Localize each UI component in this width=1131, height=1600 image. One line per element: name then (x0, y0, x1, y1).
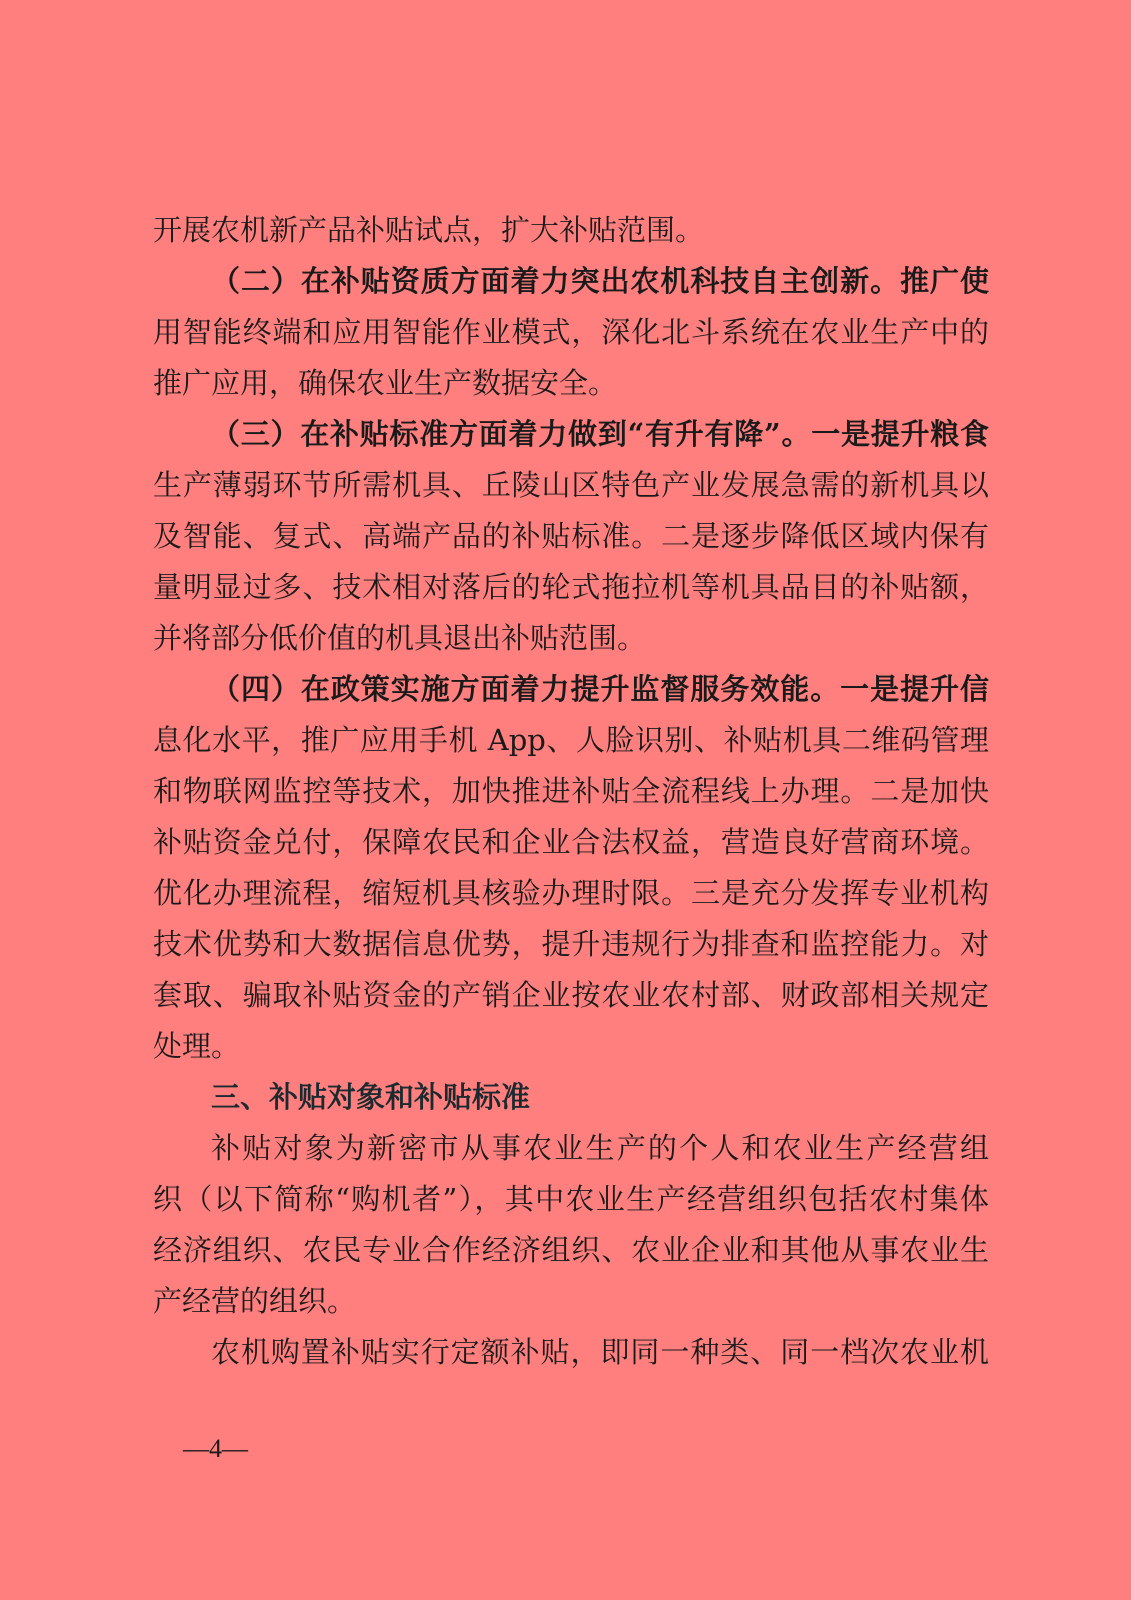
text-line: 息化水平，推广应用手机 App、人脸识别、补贴机具二维码管理 (153, 723, 989, 757)
document-body (153, 205, 989, 1378)
section-heading: 三、补贴对象和补贴标准 (211, 1080, 531, 1114)
text-line: （四）在政策实施方面着力提升监督服务效能。一是提升信 (211, 672, 989, 706)
text-line: 推广应用，确保农业生产数据安全。 (153, 366, 618, 400)
text-line: 补贴对象为新密市从事农业生产的个人和农业生产经营组 (211, 1131, 989, 1165)
text-line: （二）在补贴资质方面着力突出农机科技自主创新。推广使 (211, 264, 989, 298)
text-line: 和物联网监控等技术，加快推进补贴全流程线上办理。二是加快 (153, 774, 989, 808)
text-line: 并将部分低价值的机具退出补贴范围。 (153, 621, 647, 655)
text-line: 套取、骗取补贴资金的产销企业按农业农村部、财政部相关规定 (153, 978, 989, 1012)
text-line: 开展农机新产品补贴试点，扩大补贴范围。 (153, 213, 705, 247)
text-line: 农机购置补贴实行定额补贴，即同一种类、同一档次农业机 (211, 1335, 989, 1369)
text-line: 及智能、复式、高端产品的补贴标准。二是逐步降低区域内保有 (153, 519, 989, 553)
text-line: 用智能终端和应用智能作业模式，深化北斗系统在农业生产中的 (153, 315, 989, 349)
text-line: 生产薄弱环节所需机具、丘陵山区特色产业发展急需的新机具以 (153, 468, 989, 502)
page-number: —4— (183, 1434, 248, 1463)
text-line: 优化办理流程，缩短机具核验办理时限。三是充分发挥专业机构 (153, 876, 989, 910)
text-line: 织（以下简称“购机者”），其中农业生产经营组织包括农村集体 (153, 1182, 989, 1216)
text-line: （三）在补贴标准方面着力做到“有升有降”。一是提升粮食 (211, 417, 989, 451)
text-line: 技术优势和大数据信息优势，提升违规行为排查和监控能力。对 (153, 927, 989, 961)
text-line: 经济组织、农民专业合作经济组织、农业企业和其他从事农业生 (153, 1233, 989, 1267)
text-line: 量明显过多、技术相对落后的轮式拖拉机等机具品目的补贴额， (153, 570, 989, 604)
text-line: 产经营的组织。 (153, 1284, 357, 1318)
text-line: 处理。 (153, 1029, 241, 1063)
text-line: 补贴资金兑付，保障农民和企业合法权益，营造良好营商环境。 (153, 825, 989, 859)
